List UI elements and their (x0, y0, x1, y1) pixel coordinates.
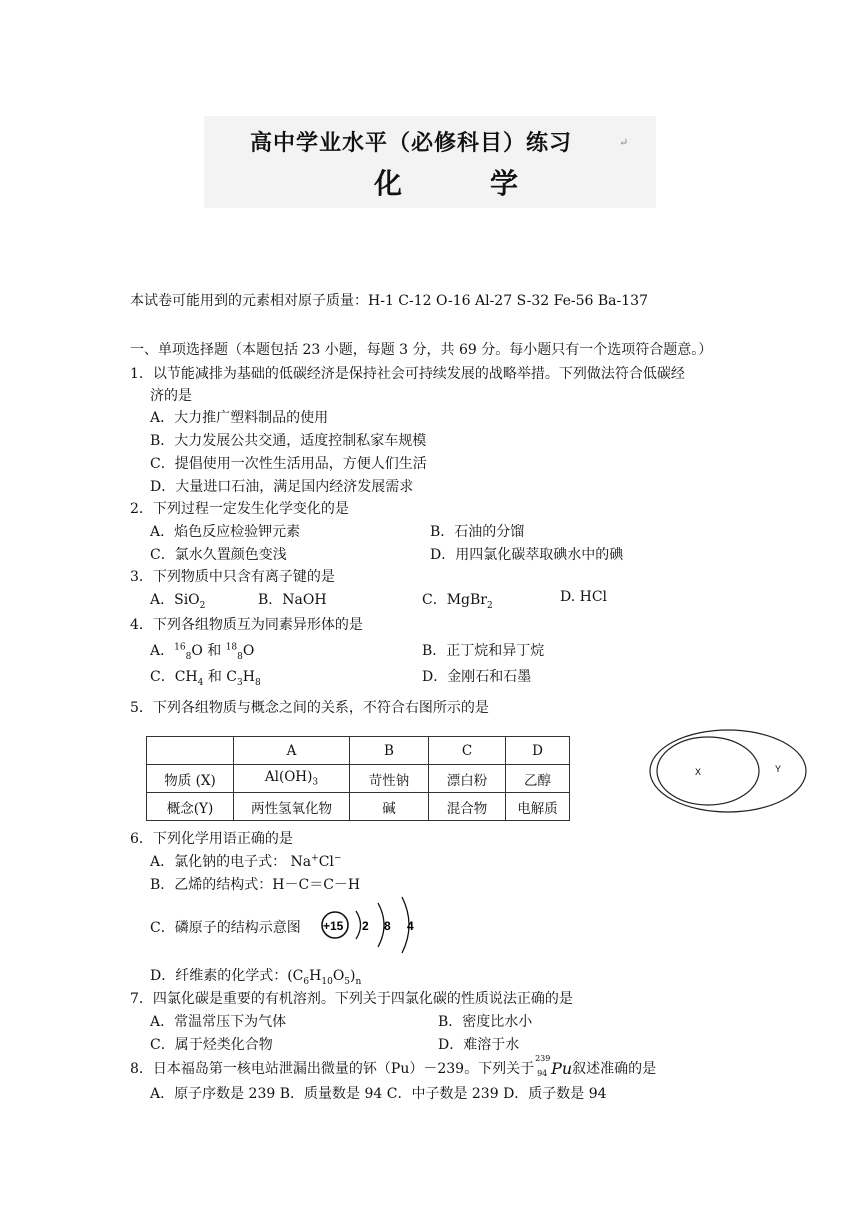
q7-option-a: A．常温常压下为气体 (150, 1014, 287, 1030)
q1-stem-cont: 济的是 (150, 388, 192, 404)
q2-option-b: B．石油的分馏 (430, 524, 525, 540)
inner-ellipse-x (657, 737, 759, 805)
outer-ellipse-y (650, 730, 806, 812)
q4-option-b: B．正丁烷和异丁烷 (422, 643, 545, 659)
q7-option-d: D．难溶于水 (438, 1037, 520, 1053)
subject-char-1: 化 (374, 167, 403, 200)
section-title: 一、单项选择题（本题包括 23 小题，每题 3 分，共 69 分。每小题只有一个选项符合题意。） (130, 342, 713, 358)
q5-stem: 5．下列各组物质与概念之间的关系，不符合右图所示的是 (130, 700, 489, 716)
q5-cell: 漂白粉 (429, 765, 506, 793)
q2-option-d: D．用四氯化碳萃取碘水中的碘 (430, 547, 624, 563)
q2-option-c: C．氯水久置颜色变浅 (150, 547, 287, 563)
q5-table (146, 736, 570, 821)
shell-count-2: 8 (384, 919, 391, 933)
nucleus-charge: +15 (323, 919, 344, 933)
q5-cell: $Al(OH)_3$ (234, 765, 350, 793)
q6-option-b: B．乙烯的结构式：H－C＝C－H (150, 877, 361, 893)
q5-cell: 碱 (350, 793, 429, 821)
q3-option-a: A．SiO$_2$ (150, 592, 206, 611)
q1-option-d: D．大量进口石油，满足国内经济发展需求 (150, 479, 414, 495)
q5-row-label: 物质 (X) (147, 765, 234, 793)
q1-option-a: A．大力推广塑料制品的使用 (150, 410, 329, 426)
atomic-masses-line: 本试卷可能用到的元素相对原子质量：H-1 C-12 O-16 Al-27 S-32 Fe-56 Ba-137 (130, 293, 648, 309)
return-mark: ↵ (619, 136, 629, 149)
venn-label-y: Y (775, 764, 782, 774)
q7-option-c: C．属于烃类化合物 (150, 1037, 273, 1053)
q3-option-b: B．NaOH (258, 592, 327, 608)
q3-stem: 3．下列物质中只含有离子键的是 (130, 569, 335, 585)
q1-stem: 1．以节能减排为基础的低碳经济是保持社会可持续发展的战略举措。下列做法符合低碳经 (130, 366, 685, 382)
q1-option-b: B．大力发展公共交通，适度控制私家车规模 (150, 433, 427, 449)
q5-header-c: C (429, 737, 506, 765)
q4-option-a: A．$^{16}_8$O 和 $^{18}_8$O (150, 642, 255, 662)
q2-stem: 2．下列过程一定发生化学变化的是 (130, 501, 349, 517)
shell-count-1: 2 (362, 919, 369, 933)
subject-char-2: 学 (490, 167, 519, 200)
q5-cell: 电解质 (506, 793, 570, 821)
q4-option-c: C．$CH_4$ 和 $C_3H_8$ (150, 669, 261, 688)
q8-stem: 8．日本福岛第一核电站泄漏出微量的钚（Pu）－239。下列关于 239 94 Pu 叙述准确的是 (130, 1054, 657, 1078)
q5-header-a: A (234, 737, 350, 765)
page-title: 高中学业水平（必修科目）练习 (250, 130, 573, 156)
q5-cell: 两性氢氧化物 (234, 793, 350, 821)
q2-option-a: A．焰色反应检验钾元素 (150, 524, 301, 540)
q5-header-blank (147, 737, 234, 765)
q5-header-d: D (506, 737, 570, 765)
q5-cell: 苛性钠 (350, 765, 429, 793)
phosphorus-atom-diagram (318, 893, 423, 955)
q5-cell: 乙醇 (506, 765, 570, 793)
shell-arc-1 (356, 911, 361, 939)
q7-option-b: B．密度比水小 (438, 1014, 533, 1030)
venn-label-x: X (695, 767, 702, 777)
q4-option-d: D．金刚石和石墨 (422, 669, 532, 685)
venn-diagram (648, 728, 808, 814)
q5-row-label: 概念(Y) (147, 793, 234, 821)
isotope-notation: 239 94 Pu (535, 1054, 573, 1078)
q6-option-a: A．氯化钠的电子式： Na+Cl− (150, 853, 342, 870)
q5-header-b: B (350, 737, 429, 765)
q7-stem: 7．四氯化碳是重要的有机溶剂。下列关于四氯化碳的性质说法正确的是 (130, 991, 573, 1007)
q1-option-c: C．提倡使用一次性生活用品，方便人们生活 (150, 456, 427, 472)
q4-stem: 4．下列各组物质互为同素异形体的是 (130, 617, 363, 633)
q8-options: A．原子序数是 239 B．质量数是 94 C．中子数是 239 D．质子数是 94 (150, 1086, 607, 1102)
q6-option-c: C．磷原子的结构示意图 (150, 920, 301, 936)
q3-option-d: D. HCl (560, 589, 608, 605)
q6-stem: 6．下列化学用语正确的是 (130, 831, 293, 847)
q6-option-d: D．纤维素的化学式：$(C_6H_{10}O_5)_n$ (150, 968, 362, 987)
shell-count-3: 4 (407, 919, 414, 933)
q3-option-c: C．MgBr$_2$ (422, 592, 493, 611)
q5-cell: 混合物 (429, 793, 506, 821)
